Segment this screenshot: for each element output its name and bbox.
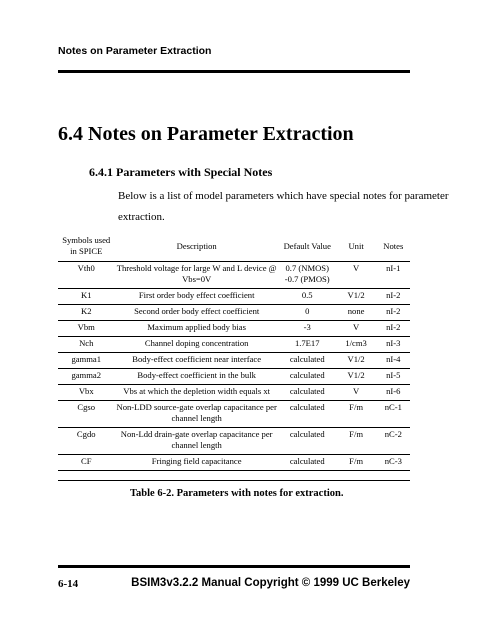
cell-notes: nC-2: [377, 428, 410, 455]
cell-symbol: Vbx: [58, 385, 114, 401]
header-unit: Unit: [336, 231, 377, 262]
cell-default: 0: [279, 305, 336, 321]
intro-paragraph: [118, 186, 449, 228]
footer-title: BSIM3v3.2.2 Manual Copyright © 1999 UC Berkeley: [131, 577, 410, 589]
table-row: [58, 353, 410, 369]
cell-symbol: CF: [58, 455, 114, 471]
cell-default: calculated: [279, 353, 336, 369]
cell-unit: F/m: [336, 401, 377, 428]
table-row: [58, 321, 410, 337]
cell-default: 1.7E17: [279, 337, 336, 353]
cell-default: 0.7 (NMOS) -0.7 (PMOS): [279, 262, 336, 289]
cell-unit: V1/2: [336, 353, 377, 369]
table-row: [58, 385, 410, 401]
subsection-heading: 6.4.1 Parameters with Special Notes: [89, 165, 273, 179]
table-row: [58, 401, 410, 428]
cell-notes: nI-6: [377, 385, 410, 401]
cell-symbol: Vth0: [58, 262, 114, 289]
page-number: 6-14: [58, 578, 79, 590]
cell-description: Maximum applied body bias: [114, 321, 278, 337]
cell-unit: V: [336, 385, 377, 401]
cell-notes: nI-1: [377, 262, 410, 289]
cell-description: Non-LDD source-gate overlap capacitance per channel length: [114, 401, 278, 428]
cell-description: Non-Ldd drain-gate overlap capacitance per channel length: [114, 428, 278, 455]
cell-description: Body-effect coefficient in the bulk: [114, 369, 278, 385]
cell-symbol: K2: [58, 305, 114, 321]
cell-unit: V: [336, 321, 377, 337]
cell-unit: V1/2: [336, 369, 377, 385]
section-heading: 6.4 Notes on Parameter Extraction: [58, 123, 354, 145]
cell-symbol: gamma2: [58, 369, 114, 385]
table-row: [58, 369, 410, 385]
cell-description: Threshold voltage for large W and L device @ Vbs=0V: [114, 262, 278, 289]
header-notes: Notes: [377, 231, 410, 262]
cell-description: Fringing field capacitance: [114, 455, 278, 471]
table-caption: Table 6-2. Parameters with notes for extraction.: [130, 488, 344, 499]
intro-line: extraction.: [118, 211, 165, 223]
cell-description: Body-effect coefficient near interface: [114, 353, 278, 369]
table-row: [58, 455, 410, 471]
cell-symbol: Vbm: [58, 321, 114, 337]
intro-line: Below is a list of model parameters which have special notes for parameter: [118, 190, 449, 202]
running-header: Notes on Parameter Extraction: [58, 45, 212, 57]
parameters-table: [58, 231, 410, 471]
header-symbol: Symbols used in SPICE: [58, 231, 114, 262]
cell-description: Vbs at which the depletion width equals xt: [114, 385, 278, 401]
table-row: [58, 289, 410, 305]
cell-notes: nI-5: [377, 369, 410, 385]
caption-rule: [58, 480, 410, 481]
cell-notes: nI-2: [377, 289, 410, 305]
cell-default: calculated: [279, 385, 336, 401]
cell-notes: nI-3: [377, 337, 410, 353]
cell-notes: nC-3: [377, 455, 410, 471]
cell-symbol: Nch: [58, 337, 114, 353]
footer-rule: [58, 565, 410, 568]
table-row: [58, 262, 410, 289]
cell-unit: none: [336, 305, 377, 321]
header-description: Description: [114, 231, 278, 262]
cell-default: calculated: [279, 369, 336, 385]
cell-unit: F/m: [336, 428, 377, 455]
header-default: Default Value: [279, 231, 336, 262]
table-row: [58, 428, 410, 455]
cell-default: -3: [279, 321, 336, 337]
cell-notes: nC-1: [377, 401, 410, 428]
cell-symbol: Cgso: [58, 401, 114, 428]
table-header-row: [58, 231, 410, 262]
cell-default: calculated: [279, 455, 336, 471]
cell-notes: nI-2: [377, 321, 410, 337]
cell-symbol: gamma1: [58, 353, 114, 369]
cell-symbol: Cgdo: [58, 428, 114, 455]
cell-description: Second order body effect coefficient: [114, 305, 278, 321]
cell-default: 0.5: [279, 289, 336, 305]
cell-description: Channel doping concentration: [114, 337, 278, 353]
table-row: [58, 305, 410, 321]
cell-unit: V: [336, 262, 377, 289]
cell-unit: 1/cm3: [336, 337, 377, 353]
cell-notes: nI-4: [377, 353, 410, 369]
cell-unit: V1/2: [336, 289, 377, 305]
cell-unit: F/m: [336, 455, 377, 471]
cell-notes: nI-2: [377, 305, 410, 321]
table-row: [58, 337, 410, 353]
cell-description: First order body effect coefficient: [114, 289, 278, 305]
cell-symbol: K1: [58, 289, 114, 305]
cell-default: calculated: [279, 401, 336, 428]
cell-default: calculated: [279, 428, 336, 455]
header-rule: [58, 70, 410, 73]
